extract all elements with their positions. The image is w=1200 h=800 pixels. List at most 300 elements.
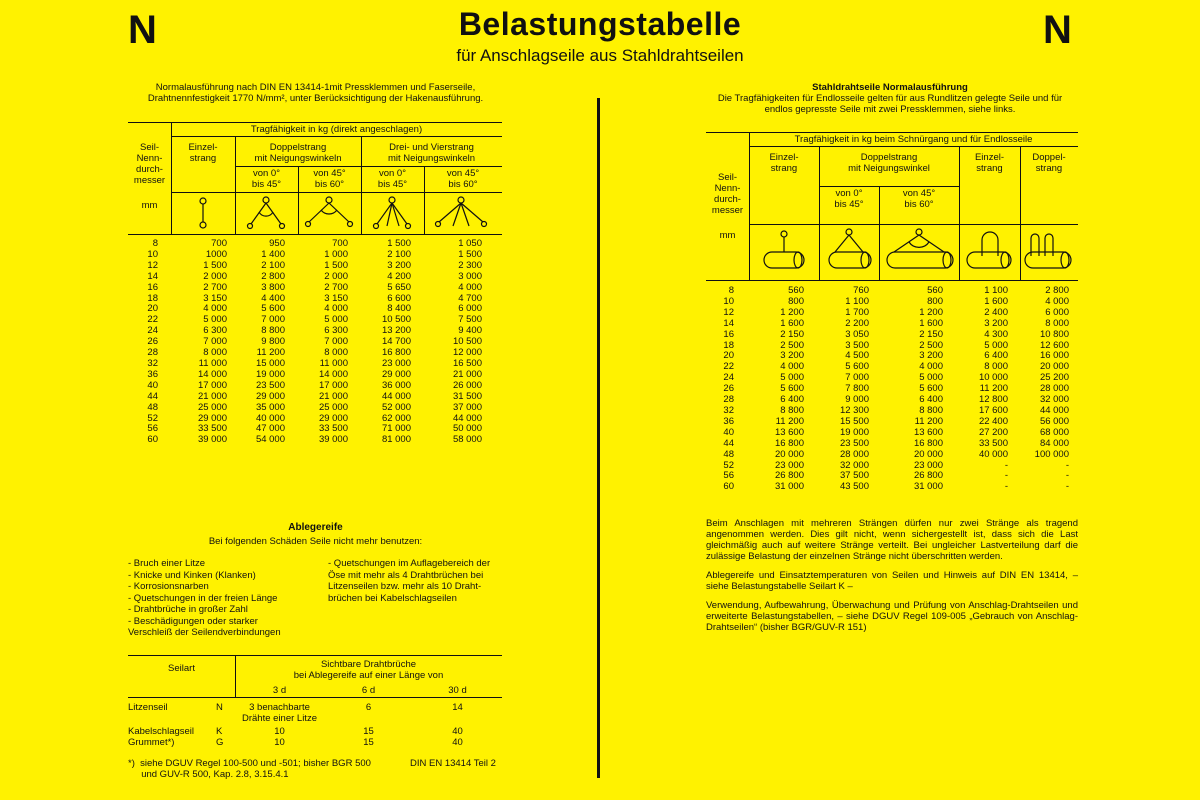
right-endless-double-cell: 28 000 <box>1039 383 1069 395</box>
left-angle-d: von 45° bis 60° <box>446 168 480 190</box>
right-double-45-60-cell: 16 800 <box>913 437 943 449</box>
right-double-0-45-column <box>819 286 869 493</box>
wire-row-kabel-6d: 15 <box>363 726 374 737</box>
right-endless-double-cell: - <box>1065 470 1069 482</box>
left-multi-45-60-cell: 58 000 <box>452 434 482 446</box>
left-multi-0-45-cell: 13 200 <box>381 325 411 337</box>
wire-row-litzenseil-name: Litzenseil <box>128 702 168 713</box>
right-double-45-60-cell: 11 200 <box>914 415 943 427</box>
right-endless-single-cell: - <box>1004 459 1008 471</box>
left-double-0-45-cell: 15 000 <box>255 357 285 369</box>
left-double-45-60-cell: 1 500 <box>324 259 348 271</box>
right-endless-double-cell: 56 000 <box>1039 415 1069 427</box>
left-angle-b: von 45° bis 60° <box>313 168 346 190</box>
left-double-45-60-cell: 29 000 <box>318 412 348 424</box>
right-double-45-60-cell: 26 800 <box>913 470 943 482</box>
right-endless-double-cell: 16 000 <box>1039 350 1069 362</box>
left-double-45-60-cell: 17 000 <box>318 379 348 391</box>
choke-double-45-60-icon <box>887 229 953 268</box>
left-single-cell: 3 150 <box>203 292 227 304</box>
left-diameter-cell: 36 <box>147 368 158 380</box>
right-double-45-60-cell: 800 <box>927 295 943 307</box>
left-double-0-45-cell: 2 100 <box>261 259 285 271</box>
left-double-45-60-cell: 4 000 <box>324 303 348 315</box>
left-multi-45-60-cell: 26 000 <box>452 379 482 391</box>
double-sling-45-60-icon <box>306 197 353 227</box>
right-double-45-60-cell: 5 000 <box>919 372 943 384</box>
right-diameter-cell: 20 <box>723 350 734 362</box>
footnote: *) siehe DGUV Regel 100-500 und -501; bisher BGR 500 und GUV-R 500, Kap. 2.8, 3.15.4.1 <box>128 758 371 780</box>
left-double-45-60-cell: 11 000 <box>319 357 348 369</box>
left-col-double: Doppelstrang mit Neigungswinkeln <box>254 142 342 164</box>
right-endless-double-cell: 68 000 <box>1039 426 1069 438</box>
corner-letter-left: N <box>128 8 157 52</box>
left-diameter-cell: 24 <box>147 325 158 337</box>
left-double-0-45-cell: 4 400 <box>261 292 285 304</box>
right-endless-single-cell: 5 000 <box>984 339 1008 351</box>
left-double-45-60-cell: 1 000 <box>324 248 348 260</box>
left-multi-0-45-cell: 16 800 <box>381 347 411 359</box>
discard-list-item: - Bruch einer Litze <box>128 558 206 569</box>
discard-list-item: - Drahtbrüche in großer Zahl <box>128 604 248 615</box>
left-double-0-45-cell: 1 400 <box>261 248 285 260</box>
discard-list-item: Verschleiß der Seilendverbindungen <box>128 627 281 638</box>
right-double-45-60-column <box>879 286 943 493</box>
wire-row-grummet-6d: 15 <box>363 737 374 748</box>
left-multi-45-60-cell: 10 500 <box>452 336 482 348</box>
right-single-cell: 560 <box>788 285 804 296</box>
right-diameter-cell: 40 <box>723 426 734 438</box>
left-single-cell: 7 000 <box>203 336 227 348</box>
left-diameter-cell: 8 <box>152 238 158 249</box>
left-diameter-cell: 32 <box>147 357 158 369</box>
left-multi-45-60-column <box>424 239 482 446</box>
choke-hitch-diagrams <box>749 226 1078 278</box>
corner-letter-right: N <box>1043 8 1072 52</box>
left-multi-45-60-cell: 9 400 <box>458 325 482 337</box>
left-double-0-45-cell: 950 <box>269 238 285 249</box>
left-diameter-cell: 28 <box>147 347 158 359</box>
right-diameter-cell: 44 <box>723 437 734 449</box>
left-double-0-45-cell: 54 000 <box>255 434 285 446</box>
left-multi-0-45-cell: 23 000 <box>381 357 411 369</box>
left-diameter-cell: 60 <box>147 434 158 446</box>
right-intro-line-2: endlos gepresste Seile mit zwei Pressklemmen, siehe links. <box>764 104 1016 115</box>
right-endless-double-cell: 20 000 <box>1039 361 1069 373</box>
left-multi-0-45-cell: 1 500 <box>387 238 411 249</box>
right-endless-double-cell: 100 000 <box>1034 448 1069 460</box>
left-multi-45-60-cell: 50 000 <box>452 423 482 435</box>
right-diameter-cell: 26 <box>723 383 734 395</box>
right-diameter-cell: 36 <box>723 415 734 427</box>
left-multi-0-45-cell: 5 650 <box>387 281 411 293</box>
right-double-45-60-cell: 8 800 <box>919 404 943 416</box>
right-double-0-45-cell: 5 600 <box>845 361 869 373</box>
right-endless-double-cell: 6 000 <box>1045 306 1069 318</box>
left-multi-0-45-cell: 10 500 <box>381 314 411 326</box>
discard-list-item: - Beschädigungen oder starker <box>128 615 258 627</box>
right-endless-double-cell: 2 800 <box>1045 285 1069 296</box>
right-single-cell: 3 200 <box>780 350 804 362</box>
wire-break-table <box>128 655 502 755</box>
right-double-45-60-cell: 31 000 <box>913 481 943 493</box>
left-diameter-cell: 48 <box>147 401 158 413</box>
right-single-cell: 31 000 <box>774 481 804 493</box>
left-diameter-cell: 22 <box>147 314 158 326</box>
left-double-45-60-column <box>298 239 348 446</box>
right-col-single-endless: Einzel- strang <box>974 152 1005 174</box>
left-double-45-60-cell: 21 000 <box>318 390 348 402</box>
right-double-45-60-cell: 1 600 <box>919 317 943 329</box>
wire-len-3d: 3 d <box>272 685 287 696</box>
page-subtitle: für Anschlagseile aus Stahldrahtseilen <box>456 46 744 65</box>
right-col-double: Doppelstrang mit Neigungswinkel <box>848 152 930 174</box>
endless-double-icon <box>1025 234 1071 268</box>
left-double-0-45-cell: 23 500 <box>255 379 285 391</box>
discard-subtitle: Bei folgenden Schäden Seile nicht mehr benutzen: <box>208 536 423 547</box>
wire-row-litzenseil-30d: 14 <box>452 702 463 713</box>
right-endless-double-cell: 4 000 <box>1045 295 1069 307</box>
single-sling-icon <box>200 198 206 228</box>
left-multi-0-45-cell: 71 000 <box>381 423 411 435</box>
left-single-cell: 700 <box>211 238 227 249</box>
right-single-cell: 8 800 <box>780 404 804 416</box>
right-endless-double-cell: 8 000 <box>1045 317 1069 329</box>
right-diameter-cell: 24 <box>723 372 734 384</box>
left-double-45-60-cell: 5 000 <box>324 314 348 326</box>
right-single-cell: 5 600 <box>780 383 804 395</box>
right-double-0-45-cell: 12 300 <box>839 404 869 416</box>
right-endless-single-cell: 8 000 <box>984 361 1008 373</box>
left-multi-45-60-cell: 2 300 <box>458 259 482 271</box>
right-endless-double-cell: 44 000 <box>1039 404 1069 416</box>
right-endless-double-column <box>1020 286 1069 493</box>
left-multi-0-45-cell: 14 700 <box>381 336 411 348</box>
right-endless-single-cell: - <box>1004 481 1008 493</box>
left-single-cell: 1 500 <box>203 259 227 271</box>
left-multi-0-45-cell: 52 000 <box>381 401 411 413</box>
right-diameter-cell: 18 <box>723 339 734 351</box>
left-diameter-cell: 40 <box>147 379 158 391</box>
left-double-0-45-cell: 2 800 <box>261 270 285 282</box>
right-double-0-45-cell: 7 000 <box>845 372 869 384</box>
right-table-caption: Tragfähigkeit in kg beim Schnürgang und für Endlosseile <box>794 134 1033 145</box>
right-diameter-cell: 52 <box>723 459 734 471</box>
right-diameter-column <box>706 286 734 493</box>
left-multi-0-45-cell: 44 000 <box>381 390 411 402</box>
left-single-cell: 8 000 <box>203 347 227 359</box>
right-single-cell: 16 800 <box>774 437 804 449</box>
wire-row-kabel-code: K <box>216 726 223 737</box>
right-double-0-45-cell: 9 000 <box>845 394 869 406</box>
right-diameter-cell: 10 <box>723 295 734 307</box>
discard-list-item: brüchen bei Kabelschlagseilen <box>328 592 457 604</box>
right-endless-single-cell: 1 600 <box>984 295 1008 307</box>
right-endless-single-cell: 1 100 <box>984 285 1008 296</box>
left-double-0-45-cell: 8 800 <box>261 325 285 337</box>
left-multi-45-60-cell: 3 000 <box>458 270 482 282</box>
left-double-45-60-cell: 700 <box>332 238 348 249</box>
left-multi-45-60-cell: 12 000 <box>452 347 482 359</box>
page-title: Belastungstabelle <box>458 6 742 42</box>
right-single-column <box>749 286 804 493</box>
right-endless-single-cell: 6 400 <box>984 350 1008 362</box>
right-endless-double-cell: 10 800 <box>1039 328 1069 340</box>
left-single-cell: 6 300 <box>203 325 227 337</box>
left-double-45-60-cell: 25 000 <box>318 401 348 413</box>
left-diameter-cell: 10 <box>147 248 158 260</box>
right-double-0-45-cell: 15 500 <box>839 415 869 427</box>
left-multi-45-60-cell: 1 050 <box>458 238 482 249</box>
right-diameter-cell: 28 <box>723 394 734 406</box>
right-double-45-60-cell: 2 150 <box>919 328 943 340</box>
wire-row-kabel-name: Kabelschlagseil <box>128 726 195 737</box>
right-single-cell: 5 000 <box>780 372 804 384</box>
discard-list-item: - Quetschungen im Auflagebereich der <box>328 558 491 569</box>
left-double-0-45-cell: 35 000 <box>255 401 285 413</box>
left-multi-0-45-cell: 62 000 <box>381 412 411 424</box>
right-double-45-60-cell: 23 000 <box>913 459 943 471</box>
left-col-single: Einzel- strang <box>188 142 218 164</box>
left-col-multi: Drei- und Vierstrang mit Neigungswinkeln <box>387 142 476 164</box>
left-single-cell: 1000 <box>205 248 227 260</box>
left-diameter-cell: 14 <box>147 270 158 282</box>
left-unit-mm: mm <box>141 200 158 211</box>
right-note-1: Beim Anschlagen mit mehreren Strängen dürfen nur zwei Stränge als tragend angenommen werden. Dies gilt nicht, wenn sichergestellt ist, dass sich die Last gleichmäßig auch auf weitere Stränge verteilt. Bei ungleicher Lastverteilung darf die zulässige Belastung der einzelnen Stränge nicht überschritten werden. <box>706 518 1078 562</box>
right-single-cell: 13 600 <box>774 426 804 438</box>
left-single-cell: 11 000 <box>198 357 227 369</box>
left-double-45-60-cell: 33 500 <box>318 423 348 435</box>
left-intro <box>128 82 503 104</box>
right-double-0-45-cell: 760 <box>853 285 869 296</box>
right-double-0-45-cell: 28 000 <box>839 448 869 460</box>
center-divider <box>597 98 600 778</box>
right-endless-single-column <box>959 286 1008 493</box>
right-endless-single-cell: 17 600 <box>978 404 1008 416</box>
right-endless-double-cell: - <box>1065 459 1069 471</box>
left-diameter-cell: 20 <box>147 303 158 315</box>
right-intro <box>700 82 1080 115</box>
right-double-45-60-cell: 5 600 <box>919 383 943 395</box>
right-double-45-60-cell: 20 000 <box>913 448 943 460</box>
right-unit-mm: mm <box>719 230 736 241</box>
left-multi-0-45-cell: 6 600 <box>387 292 411 304</box>
right-angle-a: von 0° bis 45° <box>834 188 864 210</box>
wire-len-30d: 30 d <box>448 685 467 696</box>
left-double-0-45-cell: 47 000 <box>255 423 285 435</box>
right-endless-double-cell: 32 000 <box>1039 394 1069 406</box>
right-endless-single-cell: 4 300 <box>984 328 1008 340</box>
left-diameter-cell: 52 <box>147 412 158 424</box>
left-double-0-45-cell: 5 600 <box>261 303 285 315</box>
right-double-0-45-cell: 1 100 <box>845 295 869 307</box>
right-endless-single-cell: 12 800 <box>978 394 1008 406</box>
left-single-cell: 14 000 <box>197 368 227 380</box>
discard-list-item: - Knicke und Kinken (Klanken) <box>128 569 256 581</box>
multi-sling-0-45-icon <box>374 197 411 229</box>
wire-row-grummet-3d: 10 <box>274 737 285 748</box>
right-note-3: Verwendung, Aufbewahrung, Überwachung und Prüfung von Anschlag-Drahtseilen und erweiterte Belastungstabellen, – siehe DGUV Regel 109-005 „Gebrauch von Anschlag-Drahtseilen“ (bisher BGR/GUV-R 151) <box>706 600 1078 633</box>
left-multi-45-60-cell: 4 000 <box>458 281 482 293</box>
right-single-cell: 4 000 <box>780 361 804 373</box>
right-double-45-60-cell: 1 200 <box>919 306 943 318</box>
choke-double-0-45-icon <box>829 229 871 268</box>
right-double-0-45-cell: 32 000 <box>839 459 869 471</box>
left-multi-45-60-cell: 31 500 <box>452 390 482 402</box>
left-double-0-45-cell: 29 000 <box>255 390 285 402</box>
right-double-0-45-cell: 7 800 <box>845 383 869 395</box>
multi-sling-45-60-icon <box>436 197 487 227</box>
right-diameter-cell: 22 <box>723 361 734 373</box>
left-col-diameter: Seil- Nenn- durch- messer <box>133 142 166 186</box>
right-double-0-45-cell: 1 700 <box>845 306 869 318</box>
wire-header-main: Sichtbare Drahtbrüche bei Ablegereife auf einer Länge von <box>293 659 444 681</box>
right-diameter-cell: 12 <box>723 306 734 318</box>
right-single-cell: 23 000 <box>774 459 804 471</box>
right-endless-double-cell: 12 600 <box>1039 339 1069 351</box>
right-single-cell: 26 800 <box>774 470 804 482</box>
left-double-0-45-cell: 11 200 <box>256 347 285 359</box>
left-diameter-cell: 16 <box>147 281 158 293</box>
right-col-single: Einzel- strang <box>769 152 799 174</box>
left-intro-line-1: Normalausführung nach DIN EN 13414-1mit Pressklemmen und Faserseile, <box>155 82 476 93</box>
discard-list-left <box>128 558 281 639</box>
right-single-cell: 1 200 <box>780 306 804 318</box>
sling-diagrams <box>171 194 502 232</box>
discard-list-item: - Quetschungen in der freien Länge <box>128 592 278 604</box>
right-double-45-60-cell: 13 600 <box>913 426 943 438</box>
left-double-45-60-cell: 2 700 <box>324 281 348 293</box>
left-single-cell: 29 000 <box>197 412 227 424</box>
right-diameter-cell: 32 <box>723 404 734 416</box>
left-multi-45-60-cell: 44 000 <box>452 412 482 424</box>
right-endless-single-cell: 40 000 <box>978 448 1008 460</box>
right-double-0-45-cell: 4 500 <box>845 350 869 362</box>
left-single-cell: 39 000 <box>197 434 227 446</box>
left-multi-45-60-cell: 7 500 <box>458 314 482 326</box>
right-double-0-45-cell: 19 000 <box>839 426 869 438</box>
wire-row-litzenseil-3d: 3 benachbarte Drähte einer Litze <box>242 702 317 724</box>
right-single-cell: 1 600 <box>780 317 804 329</box>
left-multi-45-60-cell: 4 700 <box>458 292 482 304</box>
left-double-45-60-cell: 2 000 <box>324 270 348 282</box>
left-single-cell: 4 000 <box>203 303 227 315</box>
right-double-0-45-cell: 2 200 <box>845 317 869 329</box>
right-double-0-45-cell: 23 500 <box>839 437 869 449</box>
wire-row-kabel-30d: 40 <box>452 726 463 737</box>
wire-len-6d: 6 d <box>361 685 376 696</box>
right-diameter-cell: 48 <box>723 448 734 460</box>
wire-row-litzenseil-6d: 6 <box>365 702 372 713</box>
wire-header-type: Seilart <box>168 663 195 674</box>
choke-single-icon <box>764 231 804 268</box>
left-multi-45-60-cell: 16 500 <box>452 357 482 369</box>
right-note-2: Ablegereife und Einsatztemperaturen von Seilen und Hinweis auf DIN EN 13414, – siehe Belastungstabelle Seilart K – <box>706 570 1078 592</box>
left-double-45-60-cell: 3 150 <box>324 292 348 304</box>
footnote-reference: DIN EN 13414 Teil 2 <box>410 758 496 769</box>
left-single-cell: 25 000 <box>197 401 227 413</box>
wire-row-grummet-30d: 40 <box>452 737 463 748</box>
left-multi-0-45-cell: 81 000 <box>381 434 411 446</box>
left-multi-0-45-cell: 8 400 <box>387 303 411 315</box>
left-single-cell: 5 000 <box>203 314 227 326</box>
left-multi-45-60-cell: 1 500 <box>458 248 482 260</box>
right-endless-single-cell: 2 400 <box>984 306 1008 318</box>
left-single-column <box>171 239 227 446</box>
left-double-45-60-cell: 8 000 <box>324 347 348 359</box>
right-endless-single-cell: 11 200 <box>979 383 1008 395</box>
right-single-cell: 6 400 <box>780 394 804 406</box>
right-double-45-60-cell: 3 200 <box>919 350 943 362</box>
left-diameter-column <box>128 239 158 446</box>
right-endless-single-cell: 27 200 <box>978 426 1008 438</box>
right-endless-double-cell: 25 200 <box>1039 372 1069 384</box>
left-table-caption: Tragfähigkeit in kg (direkt angeschlagen) <box>250 124 423 135</box>
right-diameter-cell: 56 <box>723 470 734 482</box>
left-double-0-45-cell: 7 000 <box>261 314 285 326</box>
right-double-45-60-cell: 6 400 <box>919 394 943 406</box>
left-multi-45-60-cell: 21 000 <box>452 368 482 380</box>
right-angle-b: von 45° bis 60° <box>902 188 936 210</box>
left-intro-line-2: Drahtnennfestigkeit 1770 N/mm², unter Berücksichtigung der Hakenausführung. <box>147 93 484 104</box>
wire-row-kabel-3d: 10 <box>274 726 285 737</box>
left-multi-0-45-cell: 36 000 <box>381 379 411 391</box>
double-sling-0-45-icon <box>248 197 285 229</box>
discard-title: Ablegereife <box>288 522 343 533</box>
left-double-0-45-cell: 40 000 <box>255 412 285 424</box>
right-double-45-60-cell: 4 000 <box>919 361 943 373</box>
discard-list-item: Öse mit mehr als 4 Drahtbrüchen bei <box>328 569 484 581</box>
left-diameter-cell: 12 <box>147 259 158 271</box>
right-double-0-45-cell: 3 050 <box>845 328 869 340</box>
left-double-45-60-cell: 7 000 <box>324 336 348 348</box>
left-double-45-60-cell: 6 300 <box>324 325 348 337</box>
wire-row-litzenseil-code: N <box>216 702 223 713</box>
left-diameter-cell: 44 <box>147 390 158 402</box>
left-double-0-45-column <box>235 239 285 446</box>
right-col-diameter: Seil- Nenn- durch- messer <box>711 172 744 216</box>
left-multi-0-45-cell: 4 200 <box>387 270 411 282</box>
discard-list-item: - Korrosionsnarben <box>128 581 209 592</box>
right-double-45-60-cell: 560 <box>927 285 943 296</box>
left-multi-0-45-cell: 3 200 <box>387 259 411 271</box>
left-single-cell: 2 000 <box>203 270 227 282</box>
right-diameter-cell: 14 <box>723 317 734 329</box>
right-endless-single-cell: 10 000 <box>978 372 1008 384</box>
left-angle-c: von 0° bis 45° <box>377 168 408 190</box>
left-single-cell: 21 000 <box>197 390 227 402</box>
discard-list-item: Litzenseilen bzw. mehr als 10 Draht- <box>328 581 482 592</box>
right-endless-double-cell: 84 000 <box>1039 437 1069 449</box>
right-double-45-60-cell: 2 500 <box>919 339 943 351</box>
right-single-cell: 11 200 <box>775 415 804 427</box>
left-multi-0-45-cell: 29 000 <box>381 368 411 380</box>
left-multi-0-45-column <box>361 239 411 446</box>
left-double-45-60-cell: 39 000 <box>318 434 348 446</box>
left-double-0-45-cell: 9 800 <box>261 336 285 348</box>
right-endless-single-cell: 22 400 <box>978 415 1008 427</box>
left-single-cell: 17 000 <box>197 379 227 391</box>
left-diameter-cell: 18 <box>147 292 158 304</box>
wire-row-grummet-name: Grummet*) <box>128 737 175 748</box>
right-double-0-45-cell: 43 500 <box>839 481 869 493</box>
right-double-0-45-cell: 37 500 <box>839 470 869 482</box>
left-double-45-60-cell: 14 000 <box>318 368 348 380</box>
discard-list-right <box>328 558 490 604</box>
right-endless-double-cell: - <box>1065 481 1069 493</box>
left-diameter-cell: 56 <box>147 423 158 435</box>
right-intro-line-1: Die Tragfähigkeiten für Endlosseile gelten für aus Rundlitzen gelegte Seile und für <box>717 93 1063 104</box>
